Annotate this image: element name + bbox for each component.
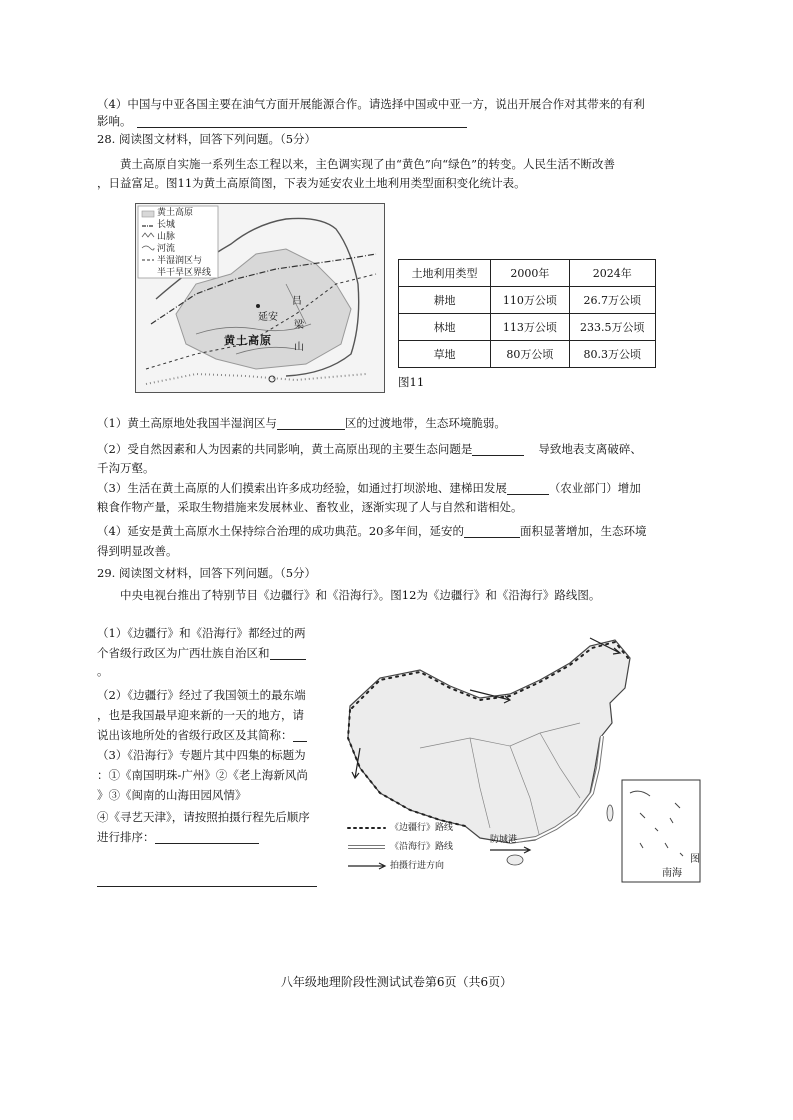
table-header: 土地利用类型 — [399, 260, 491, 287]
answer-blank[interactable] — [270, 647, 306, 660]
page-footer: 八年级地理阶段性测试试卷第6页（共6页） — [280, 975, 513, 989]
q28-part4 — [97, 524, 646, 538]
q28-part2-a: （2）受自然因素和人为因素的共同影响，黄土高原出现的主要生态问题是 — [97, 442, 473, 456]
q29-line-text: 说出该地所处的省级行政区及其简称： — [97, 728, 293, 742]
q28-part3 — [97, 481, 641, 495]
legend-great-wall: 长城 — [157, 220, 176, 230]
label-shan: 山 — [294, 342, 304, 353]
label-fangchenggang: 防城港 — [490, 835, 518, 845]
q28-part3-cont: 粮食作物产量，采取生物措施来发展林业、畜牧业，逐渐实现了人与自然和谐相处。 — [97, 500, 523, 514]
table-cell: 耕地 — [399, 287, 491, 314]
legend-border-route: 《边疆行》路线 — [390, 823, 454, 833]
table-cell: 110万公顷 — [491, 287, 569, 314]
answer-blank[interactable] — [155, 831, 259, 844]
table-cell: 26.7万公顷 — [569, 287, 655, 314]
q28-part4-a: （4）延安是黄土高原水土保持综合治理的成功典范。20多年间，延安的 — [97, 524, 464, 538]
table-header: 2024年 — [569, 260, 655, 287]
q28-part4-b: 面积显著增加，生态环境 — [519, 524, 647, 538]
table-cell: 草地 — [399, 341, 491, 368]
q29-intro: 中央电视台推出了特别节目《边疆行》和《沿海行》。图12为《边疆行》和《沿海行》路线图。 — [120, 588, 601, 602]
answer-blank[interactable] — [293, 729, 307, 742]
q29-line — [97, 728, 307, 742]
q28-part3-b: （农业部门）增加 — [548, 481, 641, 495]
label-tu: 图 — [690, 854, 700, 865]
south-sea-inset — [622, 780, 700, 882]
q29-line: ④《寻艺天津》，请按照拍摄行程先后顺序 — [97, 810, 310, 824]
answer-blank[interactable] — [464, 525, 520, 538]
q28-intro-line1: 黄土高原自实施一系列生态工程以来，主色调实现了由“黄色”向“绿色”的转变。人民生活不断改善 — [120, 157, 616, 171]
q29-line: ：①《南国明珠-广州》②《老上海新风尚 — [97, 768, 308, 782]
table-cell: 113万公顷 — [491, 314, 569, 341]
q29-line-text: 进行排序： — [97, 830, 155, 844]
legend-river: 河流 — [157, 244, 176, 254]
legend-loess: 黄土高原 — [157, 208, 194, 218]
q29-line: ，也是我国最早迎来新的一天的地方，请 — [97, 708, 304, 722]
table-cell: 80.3万公顷 — [569, 341, 655, 368]
q29-title: 29. 阅读图文材料，回答下列问题。（5分） — [97, 566, 317, 580]
label-yanan: 延安 — [258, 312, 278, 323]
legend-coastal-route: 《沿海行》路线 — [390, 842, 454, 852]
q28-part1-a: （1）黄土高原地处我国半湿润区与 — [97, 416, 277, 430]
q28-title: 28. 阅读图文材料，回答下列问题。（5分） — [97, 132, 317, 146]
legend-boundary-1: 半湿润区与 — [157, 256, 203, 266]
legend-boundary-2: 半干旱区界线 — [157, 268, 212, 278]
table-header: 2000年 — [491, 260, 569, 287]
q28-part1-b: 区的过渡地带，生态环境脆弱。 — [344, 416, 506, 430]
q28-part2-b: 导致地表支离破碎、 — [538, 442, 642, 456]
table-cell: 80万公顷 — [491, 341, 569, 368]
q28-part2 — [97, 442, 642, 456]
q28-part1 — [97, 416, 506, 430]
q29-line: 。 — [97, 664, 109, 678]
q29-line-text: 个省级行政区为广西壮族自治区和 — [97, 646, 270, 660]
q28-part4-cont: 得到明显改善。 — [97, 544, 178, 558]
map-legend — [157, 207, 211, 279]
loess-plateau-map — [135, 203, 385, 393]
table-cell: 233.5万公顷 — [569, 314, 655, 341]
answer-line[interactable] — [97, 886, 317, 887]
legend-direction: 拍摄行进方向 — [390, 861, 445, 871]
q28-part3-a: （3）生活在黄土高原的人们摸索出许多成功经验，如通过打坝淤地、建梯田发展 — [97, 481, 507, 495]
land-use-table — [398, 259, 656, 368]
q29-line: （1）《边疆行》和《沿海行》都经过的两 — [97, 626, 306, 640]
label-south-sea: 南海 — [662, 868, 682, 879]
label-loess-plateau: 黄土高原 — [224, 334, 272, 347]
legend-mountain: 山脉 — [157, 232, 176, 242]
label-lv: 吕 — [292, 296, 302, 307]
answer-blank[interactable] — [277, 417, 345, 430]
table-row — [399, 287, 656, 314]
q27-part4: （4）中国与中亚各国主要在油气方面开展能源合作。请选择中国或中亚一方，说出开展合作对其带来的有利 — [97, 97, 645, 111]
table-header-row — [399, 260, 656, 287]
q29-line — [97, 830, 259, 844]
q29-line: 》③《闽南的山海田园风情》 — [97, 788, 247, 802]
q27-part4-cont-text: 影响。 — [97, 114, 132, 128]
answer-blank[interactable] — [507, 482, 549, 495]
q29-line — [97, 646, 306, 660]
table-row — [399, 314, 656, 341]
q28-intro-line2: ，日益富足。图11为黄土高原简图，下表为延安农业土地利用类型面积变化统计表。 — [97, 176, 526, 190]
q27-part4-cont — [97, 114, 467, 128]
yanan-dot — [256, 304, 260, 308]
answer-blank[interactable] — [472, 443, 524, 456]
answer-blank[interactable] — [137, 115, 467, 128]
figure-11-label: 图11 — [398, 375, 425, 389]
china-route-map — [340, 628, 702, 884]
table-row — [399, 341, 656, 368]
q28-part2-cont: 千沟万壑。 — [97, 461, 155, 475]
q29-line: （2）《边疆行》经过了我国领土的最东端 — [97, 688, 306, 702]
label-liang: 梁 — [294, 320, 304, 331]
table-cell: 林地 — [399, 314, 491, 341]
q29-line: （3）《沿海行》专题片其中四集的标题为 — [97, 748, 306, 762]
